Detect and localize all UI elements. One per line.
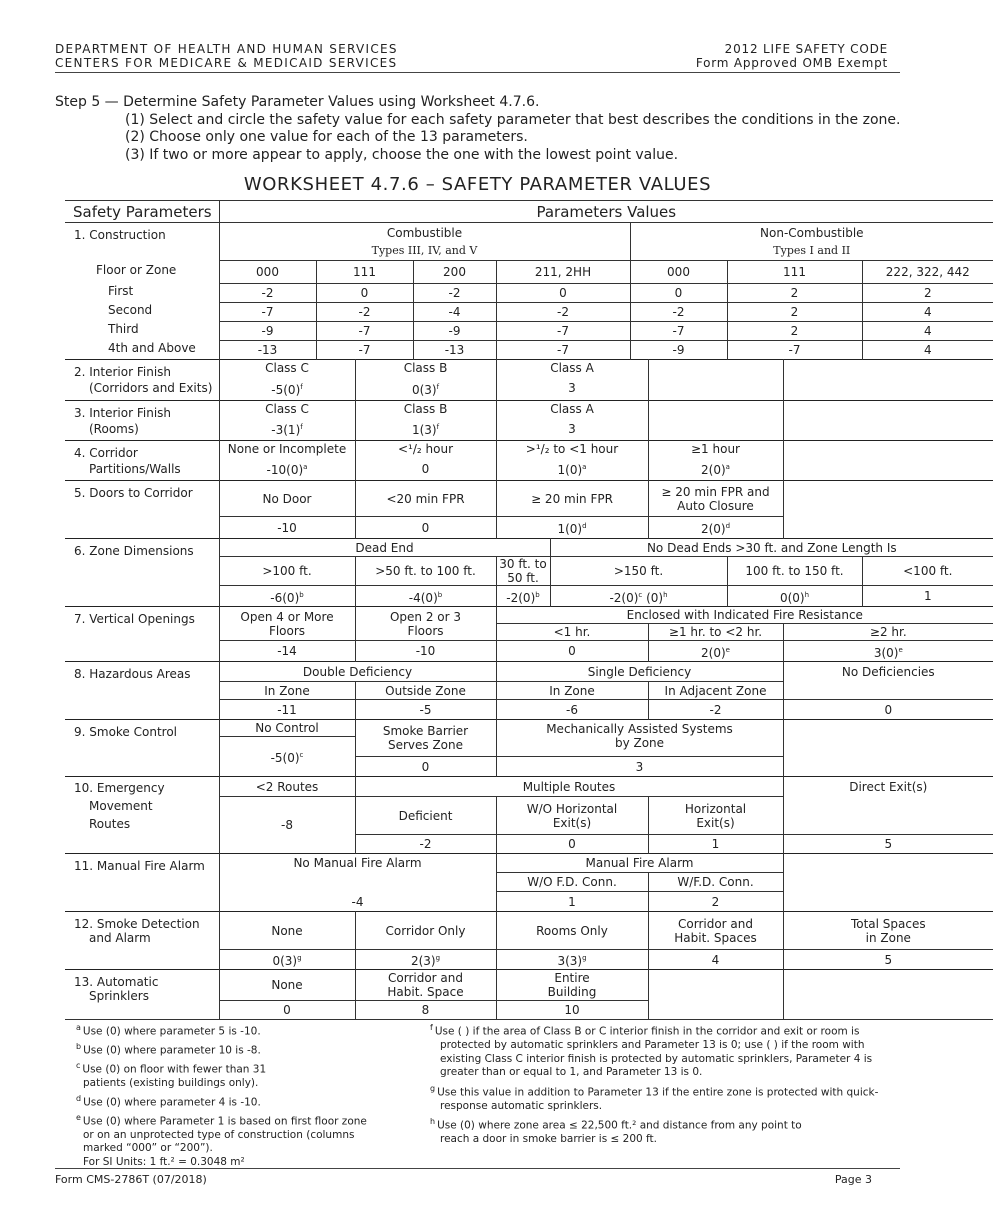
detection-none-label: None: [219, 912, 355, 950]
value-cell[interactable]: 0: [355, 757, 496, 777]
value-cell[interactable]: 4: [862, 303, 993, 322]
param-5-label: 5. Doors to Corridor: [65, 481, 219, 539]
param-7-label: 7. Vertical Openings: [65, 607, 219, 662]
value-cell[interactable]: $-3(1)^f$: [219, 418, 355, 441]
value-cell[interactable]: 4: [923, 343, 932, 357]
value-cell[interactable]: 1: [923, 589, 932, 603]
value-cell[interactable]: 2: [648, 892, 783, 912]
param-2-label: 2. Interior Finish (Corridors and Exits): [65, 360, 219, 401]
value-cell[interactable]: $0(3)^g$: [219, 950, 355, 970]
value-cell[interactable]: 0: [630, 284, 727, 303]
value-cell[interactable]: 2: [862, 284, 993, 303]
param-3-label: 3. Interior Finish (Rooms): [65, 401, 219, 441]
empty-cell: [783, 970, 993, 1020]
value-cell[interactable]: 3: [496, 418, 648, 441]
footnote-f: $^f$ Use ( ) if the area of Class B or C interior finish in the corridor and exit or room is: [430, 1023, 860, 1038]
agency-line-1: DEPARTMENT OF HEALTH AND HUMAN SERVICES: [55, 42, 398, 56]
value-cell[interactable]: -2: [413, 284, 496, 303]
value-cell[interactable]: $3(3)^g$: [496, 950, 648, 970]
form-number: Form CMS-2786T (07/2018): [55, 1173, 207, 1186]
value-cell[interactable]: 4: [862, 322, 993, 341]
ctype-111-noncomb: 111: [727, 261, 862, 284]
value-cell[interactable]: -7: [316, 322, 413, 341]
ctype-000-comb: 000: [219, 261, 316, 284]
value-cell[interactable]: 0: [316, 284, 413, 303]
value-cell[interactable]: -4: [413, 303, 496, 322]
param-10-label: 10. Emergency Movement Routes: [65, 777, 219, 854]
value-cell[interactable]: 0: [783, 700, 993, 720]
value-cell[interactable]: -14: [219, 641, 355, 662]
corridor-only-label: Corridor Only: [355, 912, 496, 950]
footnote-d: $^d$ Use (0) where parameter 4 is -10.: [76, 1093, 261, 1108]
value-cell[interactable]: $-5(0)^c$: [219, 737, 355, 777]
footnotes-right: $^f$ Use ( ) if the area of Class B or C interior finish in the corridor and exit or room is protected by automatic sprinklers and Parameter 13 is 0; use ( ) if the room with existing Class C interior finish is protected by automatic sprinklers, Parameter 4 is greater than or equal to 1, and Parameter 13 is 0. $^g$ Use this value in addition to Parameter 13 if the entire zone is protected with quick- response automatic sprinklers. $^h$ Use (0) where zone area ≤ 22,500 ft.² and distance from any point to reach a door in smoke barrier is ≤ 200 ft.: [430, 1021, 890, 1147]
value-cell[interactable]: 0: [355, 517, 496, 539]
dead-end-group: Dead End: [219, 539, 550, 557]
empty-cell: [648, 360, 783, 401]
enclosed-group: Enclosed with Indicated Fire Resistance: [496, 607, 993, 624]
value-cell[interactable]: $-10(0)^a$: [219, 458, 355, 481]
one-hour-label: ≥1 hour: [648, 441, 783, 458]
total-spaces-label: Total Spaces in Zone: [783, 912, 993, 950]
value-cell[interactable]: -8: [219, 797, 355, 854]
noncombustible-group: Non-Combustible Types I and II: [630, 223, 993, 261]
header-rule: [55, 72, 900, 73]
col-header-values: Parameters Values: [219, 201, 993, 223]
code-line-2: Form Approved OMB Exempt: [695, 56, 888, 70]
value-cell[interactable]: $2(0)^e$: [648, 641, 783, 662]
value-cell[interactable]: $-4(0)^b$: [355, 586, 496, 607]
param-12-label: 12. Smoke Detection and Alarm: [65, 912, 219, 970]
ctype-000-noncomb: 000: [630, 261, 727, 284]
empty-cell: [783, 481, 993, 539]
col-header-parameters: Safety Parameters: [65, 201, 219, 223]
value-cell[interactable]: 3: [496, 757, 783, 777]
half-hour-label: <¹/₂ hour: [355, 441, 496, 458]
floor-label: Floor or Zone: [96, 263, 177, 277]
value-cell[interactable]: $2(0)^a$: [648, 458, 783, 481]
value-cell[interactable]: -7: [496, 322, 630, 341]
empty-cell: [648, 401, 783, 441]
p6-group-row: [65, 539, 993, 557]
step-5-instructions: [55, 94, 900, 164]
value-cell[interactable]: -9: [413, 322, 496, 341]
value-cell[interactable]: $2(3)^g$: [355, 950, 496, 970]
floor-second: Second: [108, 303, 153, 317]
footnote-g: $^g$ Use this value in addition to Parameter 13 if the entire zone is protected with quick-: [430, 1083, 879, 1098]
value-cell[interactable]: 1: [496, 892, 648, 912]
value-cell[interactable]: -7: [316, 341, 413, 360]
value-cell[interactable]: $1(0)^a$: [496, 458, 648, 481]
step-item-1: (1) Select and circle the safety value for each safety parameter that best describes the conditions in the zone.: [125, 111, 901, 128]
floor-third: Third: [108, 322, 139, 336]
value-cell[interactable]: 0: [496, 284, 630, 303]
lt2-routes-label: <2 Routes: [219, 777, 355, 797]
value-cell[interactable]: -11: [219, 700, 355, 720]
value-cell[interactable]: 0: [219, 1001, 355, 1020]
lt20-label: <20 min FPR: [355, 481, 496, 517]
p4-header-row: [65, 441, 993, 458]
value-cell[interactable]: -10: [355, 641, 496, 662]
worksheet-header-row: [65, 201, 993, 223]
combustible-group: Combustible Types III, IV, and V: [219, 223, 630, 261]
step-item-3: (3) If two or more appear to apply, choose the one with the lowest point value.: [125, 146, 679, 163]
p8-group-row: [65, 662, 993, 682]
direct-exit-label: Direct Exit(s): [783, 777, 993, 835]
empty-cell: [648, 970, 783, 1020]
empty-cell: [783, 360, 993, 401]
value-cell[interactable]: $1(3)^f$: [355, 418, 496, 441]
value-cell[interactable]: -9: [219, 322, 316, 341]
sprinkler-none-label: None: [219, 970, 355, 1001]
p1-group-row: [65, 223, 993, 261]
class-b-label: Class B: [355, 401, 496, 418]
multiple-routes-group: Multiple Routes: [355, 777, 783, 797]
value-cell[interactable]: -5: [355, 700, 496, 720]
agency-line-2: CENTERS FOR MEDICARE & MEDICAID SERVICES: [55, 56, 398, 70]
value-cell[interactable]: $-2(0)^b$: [496, 586, 550, 607]
param-1-label: [65, 223, 219, 360]
footer-rule: [55, 1168, 900, 1169]
value-cell[interactable]: -7: [727, 341, 862, 360]
ctype-211: 211, 2HH: [496, 261, 630, 284]
manual-alarm-group: Manual Fire Alarm: [496, 854, 783, 873]
ge20-auto-label: ≥ 20 min FPR and Auto Closure: [648, 481, 783, 517]
value-cell[interactable]: 10: [496, 1001, 648, 1020]
value-cell[interactable]: $0(3)^f$: [355, 377, 496, 401]
open-2-3-label: Open 2 or 3 Floors: [355, 607, 496, 641]
smoke-barrier-label: Smoke Barrier Serves Zone: [355, 720, 496, 757]
value-cell[interactable]: 4: [648, 950, 783, 970]
value-cell[interactable]: -4: [219, 873, 496, 912]
footnote-b: $^b$ Use (0) where parameter 10 is -8.: [76, 1042, 261, 1057]
value-cell[interactable]: -13: [413, 341, 496, 360]
value-cell[interactable]: -2: [316, 303, 413, 322]
ctype-200: 200: [413, 261, 496, 284]
horizontal-label: Horizontal Exit(s): [648, 797, 783, 835]
class-a-label: Class A: [496, 401, 648, 418]
footnote-c: $^c$ Use (0) on floor with fewer than 31: [76, 1061, 267, 1076]
deficient-label: Deficient: [355, 797, 496, 835]
class-b-label: Class B: [355, 360, 496, 377]
value-cell[interactable]: 3: [496, 377, 648, 401]
value-cell[interactable]: $1(0)^d$: [496, 517, 648, 539]
value-cell[interactable]: -2: [219, 284, 316, 303]
p8-header-row: In Zone Outside Zone In Zone In Adjacent Zone: [65, 682, 993, 700]
without-fd-conn-label: W/O F.D. Conn.: [496, 873, 648, 892]
value-cell[interactable]: $0(0)^h$: [727, 586, 862, 607]
mechanical-label: Mechanically Assisted Systems by Zone: [496, 720, 783, 757]
value-cell[interactable]: $2(0)^d$: [648, 517, 783, 539]
value-cell[interactable]: -7: [630, 322, 727, 341]
value-cell[interactable]: 8: [355, 1001, 496, 1020]
value-cell[interactable]: 2: [727, 303, 862, 322]
half-to-one-hour-label: >¹/₂ to <1 hour: [496, 441, 648, 458]
footnote-e: $^e$ Use (0) where Parameter 1 is based on first floor zone: [76, 1112, 367, 1127]
ctype-222: 222, 322, 442: [862, 261, 993, 284]
param-6-label: 6. Zone Dimensions: [65, 539, 219, 607]
param-1-name: 1. Construction: [74, 228, 166, 242]
empty-cell: [783, 854, 993, 912]
code-line-1: 2012 LIFE SAFETY CODE: [724, 42, 888, 56]
none-incomplete-label: None or Incomplete: [219, 441, 355, 458]
no-door-label: No Door: [219, 481, 355, 517]
value-cell[interactable]: -7: [219, 303, 316, 322]
ctype-111-comb: 111: [316, 261, 413, 284]
value-cell[interactable]: 0: [496, 835, 648, 854]
value-cell[interactable]: 2: [727, 284, 862, 303]
p6-header-row: >100 ft. >50 ft. to 100 ft. 30 ft. to 50 ft. >150 ft. 100 ft. to 150 ft. <100 ft.: [65, 557, 993, 586]
corridor-habit-label: Corridor and Habit. Spaces: [648, 912, 783, 950]
no-control-label: No Control: [219, 720, 355, 737]
value-cell[interactable]: -2: [648, 700, 783, 720]
p7-header-row: [65, 607, 993, 624]
worksheet-title: WORKSHEET 4.7.6 – SAFETY PARAMETER VALUES: [243, 174, 712, 195]
value-cell[interactable]: 5: [884, 952, 893, 967]
class-c-label: Class C: [219, 360, 355, 377]
p10-group-row: [65, 777, 993, 797]
rooms-only-label: Rooms Only: [496, 912, 648, 950]
p12-header-row: [65, 912, 993, 950]
value-cell[interactable]: $-5(0)^f$: [219, 377, 355, 401]
p9-row-a: [65, 720, 993, 737]
safety-parameter-worksheet: [65, 200, 993, 1020]
value-cell[interactable]: -2: [496, 303, 630, 322]
no-manual-alarm-label: No Manual Fire Alarm: [219, 854, 496, 873]
step-title: Step 5 — Determine Safety Parameter Values using Worksheet 4.7.6.: [55, 94, 540, 110]
open-4-label: Open 4 or More Floors: [219, 607, 355, 641]
value-cell[interactable]: 0: [496, 641, 648, 662]
page-number: Page 3: [834, 1173, 872, 1186]
with-fd-conn-label: W/F.D. Conn.: [648, 873, 783, 892]
no-deficiencies-label: No Deficiencies: [783, 662, 993, 700]
double-deficiency-group: Double Deficiency: [219, 662, 496, 682]
si-units-note: For SI Units: 1 ft.² = 0.3048 m²: [83, 1155, 245, 1168]
value-cell[interactable]: -10: [219, 517, 355, 539]
empty-cell: [783, 441, 993, 481]
p11-group-row: [65, 854, 993, 873]
step-item-2: (2) Choose only one value for each of the 13 parameters.: [125, 129, 528, 145]
param-4-label: 4. Corridor Partitions/Walls: [65, 441, 219, 481]
p3-header-row: [65, 401, 993, 418]
empty-cell: [783, 720, 993, 777]
p5-header-row: [65, 481, 993, 517]
single-deficiency-group: Single Deficiency: [496, 662, 783, 682]
value-cell[interactable]: $3(0)^e$: [873, 645, 903, 660]
without-horizontal-label: W/O Horizontal Exit(s): [496, 797, 648, 835]
p7-subheader-row: <1 hr. ≥1 hr. to <2 hr. ≥2 hr.: [65, 624, 993, 641]
value-cell[interactable]: 5: [783, 835, 993, 854]
value-cell[interactable]: $-6(0)^b$: [219, 586, 355, 607]
value-cell[interactable]: 2: [727, 322, 862, 341]
p13-header-row: [65, 970, 993, 1001]
footnote-a: $^a$ Use (0) where parameter 5 is -10.: [76, 1023, 261, 1038]
value-cell[interactable]: -13: [219, 341, 316, 360]
footnotes-left: $^a$ Use (0) where parameter 5 is -10. $^b$ Use (0) where parameter 10 is -8. $^c$ Use (0) on floor with fewer than 31 patients (existing buildings only). $^d$ Use (0) where parameter 4 is -10. $^e$ Use (0) where Parameter 1 is based on first floor zone or on an unprotected type of construction (columns marked “000” or “200”). For SI Units: 1 ft.² = 0.3048 m²: [76, 1021, 406, 1169]
value-cell[interactable]: 1: [648, 835, 783, 854]
class-c-label: Class C: [219, 401, 355, 418]
class-a-label: Class A: [496, 360, 648, 377]
value-cell[interactable]: -2: [630, 303, 727, 322]
value-cell[interactable]: -7: [496, 341, 630, 360]
footnote-h: $^h$ Use (0) where zone area ≤ 22,500 ft.² and distance from any point to: [430, 1117, 802, 1132]
value-cell[interactable]: -6: [496, 700, 648, 720]
sprinkler-corridor-label: Corridor and Habit. Space: [355, 970, 496, 1001]
param-13-label: 13. Automatic Sprinklers: [65, 970, 219, 1020]
p2-header-row: [65, 360, 993, 377]
sprinkler-entire-label: Entire Building: [496, 970, 648, 1001]
param-11-label: 11. Manual Fire Alarm: [65, 854, 219, 912]
no-dead-ends-group: No Dead Ends >30 ft. and Zone Length Is: [550, 539, 993, 557]
code-header: [696, 42, 888, 70]
value-cell[interactable]: -9: [630, 341, 727, 360]
floor-4th: 4th and Above: [108, 341, 196, 355]
ge20-label: ≥ 20 min FPR: [496, 481, 648, 517]
param-9-label: 9. Smoke Control: [65, 720, 219, 777]
agency-header: [55, 42, 398, 70]
value-cell[interactable]: 0: [355, 458, 496, 481]
value-cell[interactable]: $-2(0)^c$ $(0)^h$: [550, 586, 727, 607]
param-8-label: 8. Hazardous Areas: [65, 662, 219, 720]
empty-cell: [783, 401, 993, 441]
floor-first: First: [108, 284, 134, 298]
value-cell[interactable]: -2: [355, 835, 496, 854]
